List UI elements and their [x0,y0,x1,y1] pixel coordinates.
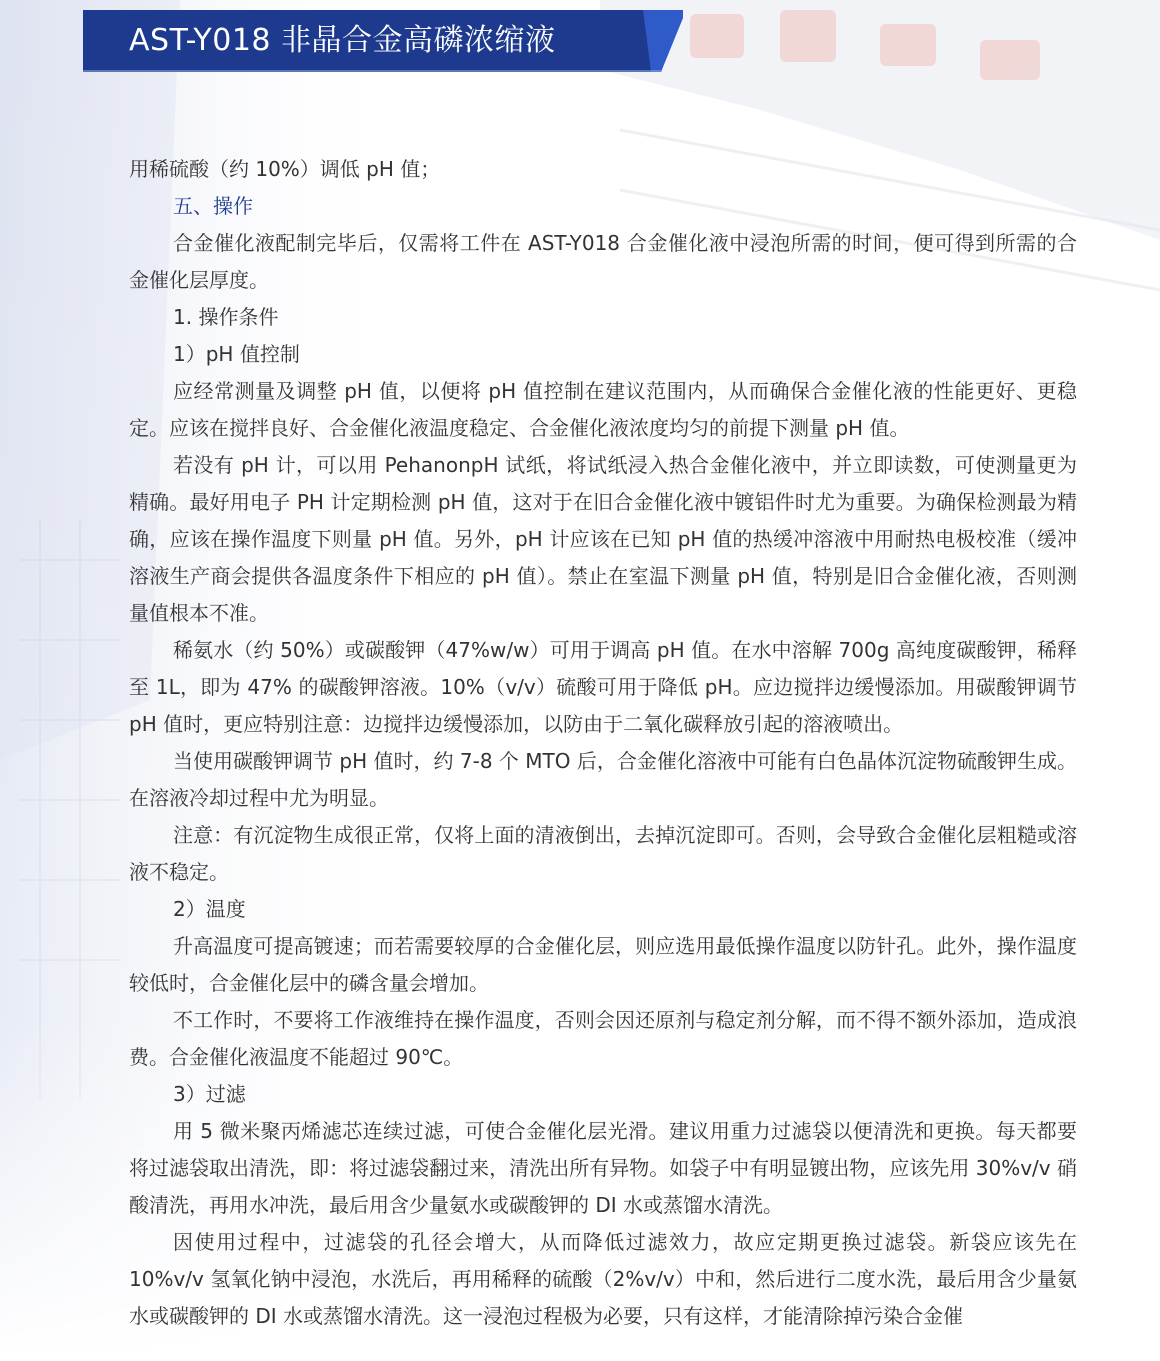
paragraph: 因使用过程中，过滤袋的孔径会增大，从而降低过滤效力，故应定期更换过滤袋。新袋应该先在 10%v/v 氢氧化钠中浸泡，水洗后，再用稀释的硫酸（2%v/v）中和，然后进行二度水洗，最后用含少量氨水或碳酸钾的 DI 水或蒸馏水清洗。这一浸泡过程极为必要，只有这样，才能清除掉污染合金催 [129,1230,1077,1328]
paragraph: 注意：有沉淀物生成很正常，仅将上面的清液倒出，去掉沉淀即可。否则，会导致合金催化层粗糙或溶液不稳定。 [129,823,1077,884]
section-heading: 五、操作 [173,194,253,218]
paragraph: 合金催化液配制完毕后，仅需将工件在 AST-Y018 合金催化液中浸泡所需的时间，便可得到所需的合金催化层厚度。 [129,231,1077,292]
paragraph: 用 5 微米聚丙烯滤芯连续过滤，可使合金催化层光滑。建议用重力过滤袋以便清洗和更换。每天都要将过滤袋取出清洗，即：将过滤袋翻过来，清洗出所有异物。如袋子中有明显镀出物，应该先用 30%v/v 硝酸清洗，再用水冲洗，最后用含少量氨水或碳酸钾的 DI 水或蒸馏水清洗。 [129,1119,1077,1217]
paragraph: 若没有 pH 计，可以用 PehanonpH 试纸，将试纸浸入热合金催化液中，并立即读数，可使测量更为精确。最好用电子 PH 计定期检测 pH 值，这对于在旧合金催化液中镀铝件时尤为重要。为确保检测最为精确，应该在操作温度下则量 pH 值。另外，pH 计应该在已知 pH 值的热缓冲溶液中用耐热电极校准（缓冲溶液生产商会提供各温度条件下相应的 pH 值）。禁止在室温下测量 pH 值，特别是旧合金催化液，否则测量值根本不准。 [129,453,1077,625]
paragraph: 不工作时，不要将工作液维持在操作温度，否则会因还原剂与稳定剂分解，而不得不额外添加，造成浪费。合金催化液温度不能超过 90℃。 [129,1008,1077,1069]
paragraph: 1）pH 值控制 [173,342,300,366]
paragraph: 稀氨水（约 50%）或碳酸钾（47%w/w）可用于调高 pH 值。在水中溶解 700g 高纯度碳酸钾，稀释至 1L，即为 47% 的碳酸钾溶液。10%（v/v）硫酸可用于降低 pH。应边搅拌边缓慢添加。用碳酸钾调节 pH 值时，更应特别注意：边搅拌边缓慢添加，以防由于二氧化碳释放引起的溶液喷出。 [129,638,1077,736]
paragraph: 用稀硫酸（约 10%）调低 pH 值； [129,157,441,181]
paragraph: 3）过滤 [173,1082,246,1106]
document-body [129,151,1077,1335]
paragraph: 1. 操作条件 [173,305,279,329]
paragraph: 2）温度 [173,897,246,921]
paragraph: 升高温度可提高镀速；而若需要较厚的合金催化层，则应选用最低操作温度以防针孔。此外，操作温度较低时，合金催化层中的磷含量会增加。 [129,934,1077,995]
paragraph: 应经常测量及调整 pH 值，以便将 pH 值控制在建议范围内，从而确保合金催化液的性能更好、更稳定。应该在搅拌良好、合金催化液温度稳定、合金催化液浓度均匀的前提下测量 pH 值。 [129,379,1077,440]
title-banner [83,10,683,72]
page-title: AST-Y018 非晶合金高磷浓缩液 [129,23,556,58]
paragraph: 当使用碳酸钾调节 pH 值时，约 7-8 个 MTO 后，合金催化溶液中可能有白色晶体沉淀物硫酸钾生成。在溶液冷却过程中尤为明显。 [129,749,1077,810]
